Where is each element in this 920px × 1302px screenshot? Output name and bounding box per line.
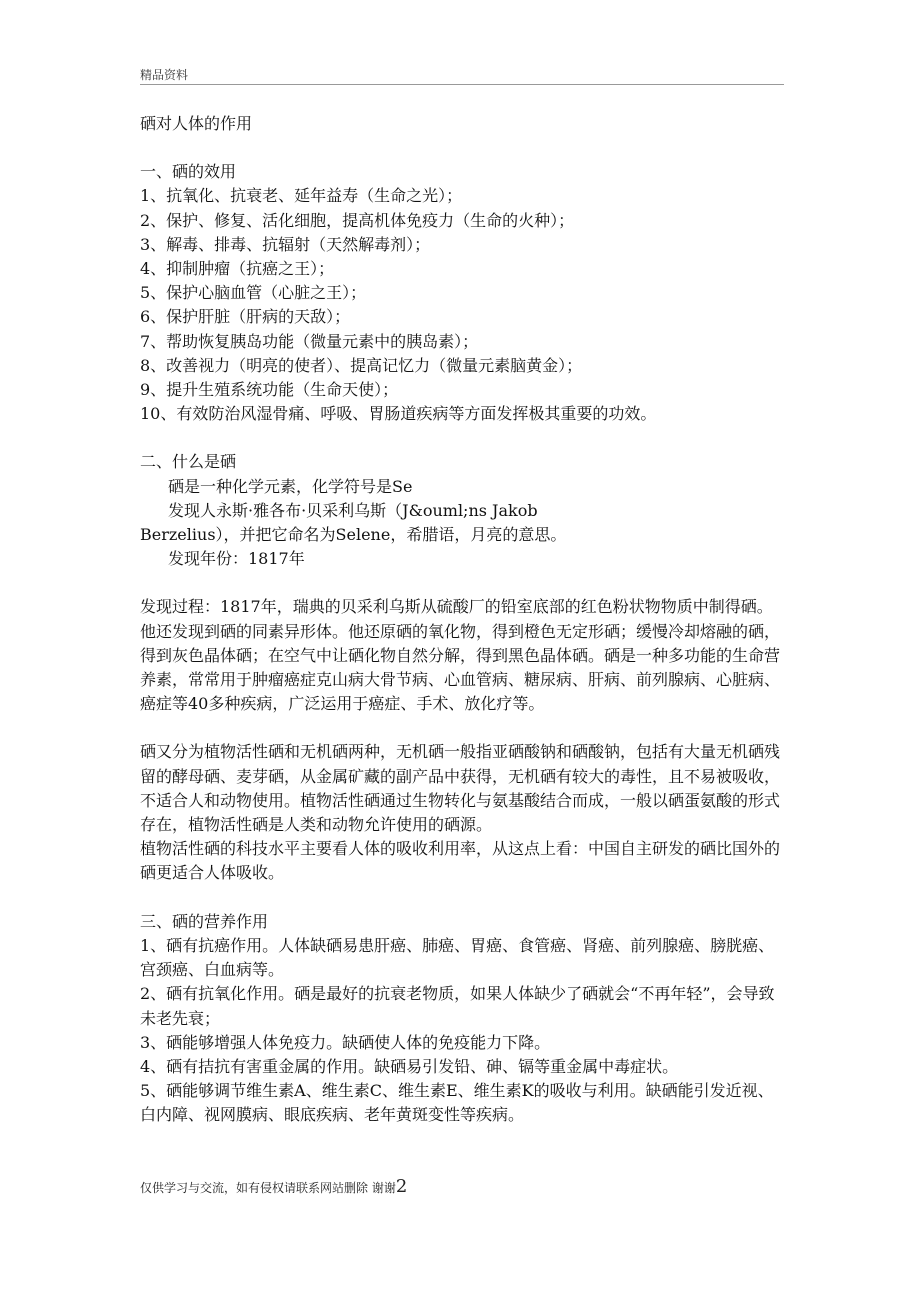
section-1-item: 6、保护肝脏（肝病的天敌）； xyxy=(140,307,351,327)
element-definition: 硒是一种化学元素，化学符号是Se xyxy=(168,476,413,496)
section-3-item: 5、硒能够调节维生素A、维生素C、维生素E、维生素K的吸收与利用。缺硒能引发近视、白内障、视网膜病、眼底疾病、老年黄斑变性等疾病。 xyxy=(140,1081,774,1125)
section-1-item: 3、解毒、排毒、抗辐射（天然解毒剂）； xyxy=(140,234,431,254)
footer-disclaimer: 仅供学习与交流，如有侵权请联系网站删除 谢谢 xyxy=(140,1181,396,1195)
discoverer-line: 发现人永斯·雅各布·贝采利乌斯（J&ouml;ns Jakob xyxy=(168,500,538,520)
section-1-item: 5、保护心脑血管（心脏之王）； xyxy=(140,283,367,303)
discovery-year: 发现年份：1817年 xyxy=(168,549,305,569)
section-1-item: 2、保护、修复、活化细胞，提高机体免疫力（生命的火种）； xyxy=(140,210,575,230)
header-divider xyxy=(140,84,784,85)
discovery-paragraph: 发现过程：1817年，瑞典的贝采利乌斯从硫酸厂的铅室底部的红色粉状物物质中制得硒。他还发现到硒的同素异形体。他还原硒的氧化物，得到橙色无定形硒；缓慢冷却熔融的硒，得到灰色晶体硒；在空气中让硒化物自然分解，得到黑色晶体硒。硒是一种多功能的生命营养素，常常用于肿瘤癌症克山病大骨节病、心血管病、糖尿病、肝病、前列腺病、心脏病、癌症等40多种疾病，广泛运用于癌症、手术、放化疗等。 xyxy=(140,597,781,714)
section-3-heading: 三、硒的营养作用 xyxy=(140,911,269,931)
spacer xyxy=(140,716,784,740)
selenium-types-paragraph: 硒又分为植物活性硒和无机硒两种，无机硒一般指亚硒酸钠和硒酸钠，包括有大量无机硒残留的酵母硒、麦芽硒，从金属矿藏的副产品中获得，无机硒有较大的毒性，且不易被吸收，不适合人和动物使用。植物活性硒通过生物转化与氨基酸结合而成，一般以硒蛋氨酸的形式存在，植物活性硒是人类和动物允许使用的硒源。 xyxy=(140,742,781,835)
spacer xyxy=(140,571,784,595)
section-3-item: 2、硒有抗氧化作用。硒是最好的抗衰老物质，如果人体缺少了硒就会“不再年轻”，会导致未老先衰； xyxy=(140,984,775,1028)
page-footer xyxy=(140,1176,784,1197)
document-title: 硒对人体的作用 xyxy=(140,114,253,133)
section-1-item: 9、提升生殖系统功能（生命天使）； xyxy=(140,380,399,400)
page-header: 精品资料 xyxy=(140,68,189,82)
section-1-heading: 一、硒的效用 xyxy=(140,162,237,182)
document-body xyxy=(140,112,784,1128)
spacer xyxy=(140,886,784,910)
section-3-item: 3、硒能够增强人体免疫力。缺硒使人体的免疫能力下降。 xyxy=(140,1032,551,1052)
page-number: 2 xyxy=(395,1176,408,1197)
spacer xyxy=(140,426,784,450)
section-3-item: 1、硒有抗癌作用。人体缺硒易患肝癌、肺癌、胃癌、食管癌、肾癌、前列腺癌、膀胱癌、宫颈癌、白血病等。 xyxy=(140,935,775,980)
section-1-item: 8、改善视力（明亮的使者）、提高记忆力（微量元素脑黄金）； xyxy=(140,355,583,375)
absorption-paragraph: 植物活性硒的科技水平主要看人体的吸收利用率，从这点上看：中国自主研发的硒比国外的硒更适合人体吸收。 xyxy=(140,839,781,883)
spacer xyxy=(140,136,784,160)
section-3-item: 4、硒有拮抗有害重金属的作用。缺硒易引发铅、砷、镉等重金属中毒症状。 xyxy=(140,1056,679,1076)
discoverer-line-continued: Berzelius），并把它命名为Selene，希腊语，月亮的意思。 xyxy=(140,525,567,545)
section-1-item: 10、有效防治风湿骨痛、呼吸、胃肠道疾病等方面发挥极其重要的功效。 xyxy=(140,404,657,424)
section-2-heading: 二、什么是硒 xyxy=(140,452,237,472)
section-1-item: 4、抑制肿瘤（抗癌之王）； xyxy=(140,259,335,279)
section-1-item: 7、帮助恢复胰岛功能（微量元素中的胰岛素）； xyxy=(140,331,479,351)
section-1-item: 1、抗氧化、抗衰老、延年益寿（生命之光）； xyxy=(140,186,463,206)
